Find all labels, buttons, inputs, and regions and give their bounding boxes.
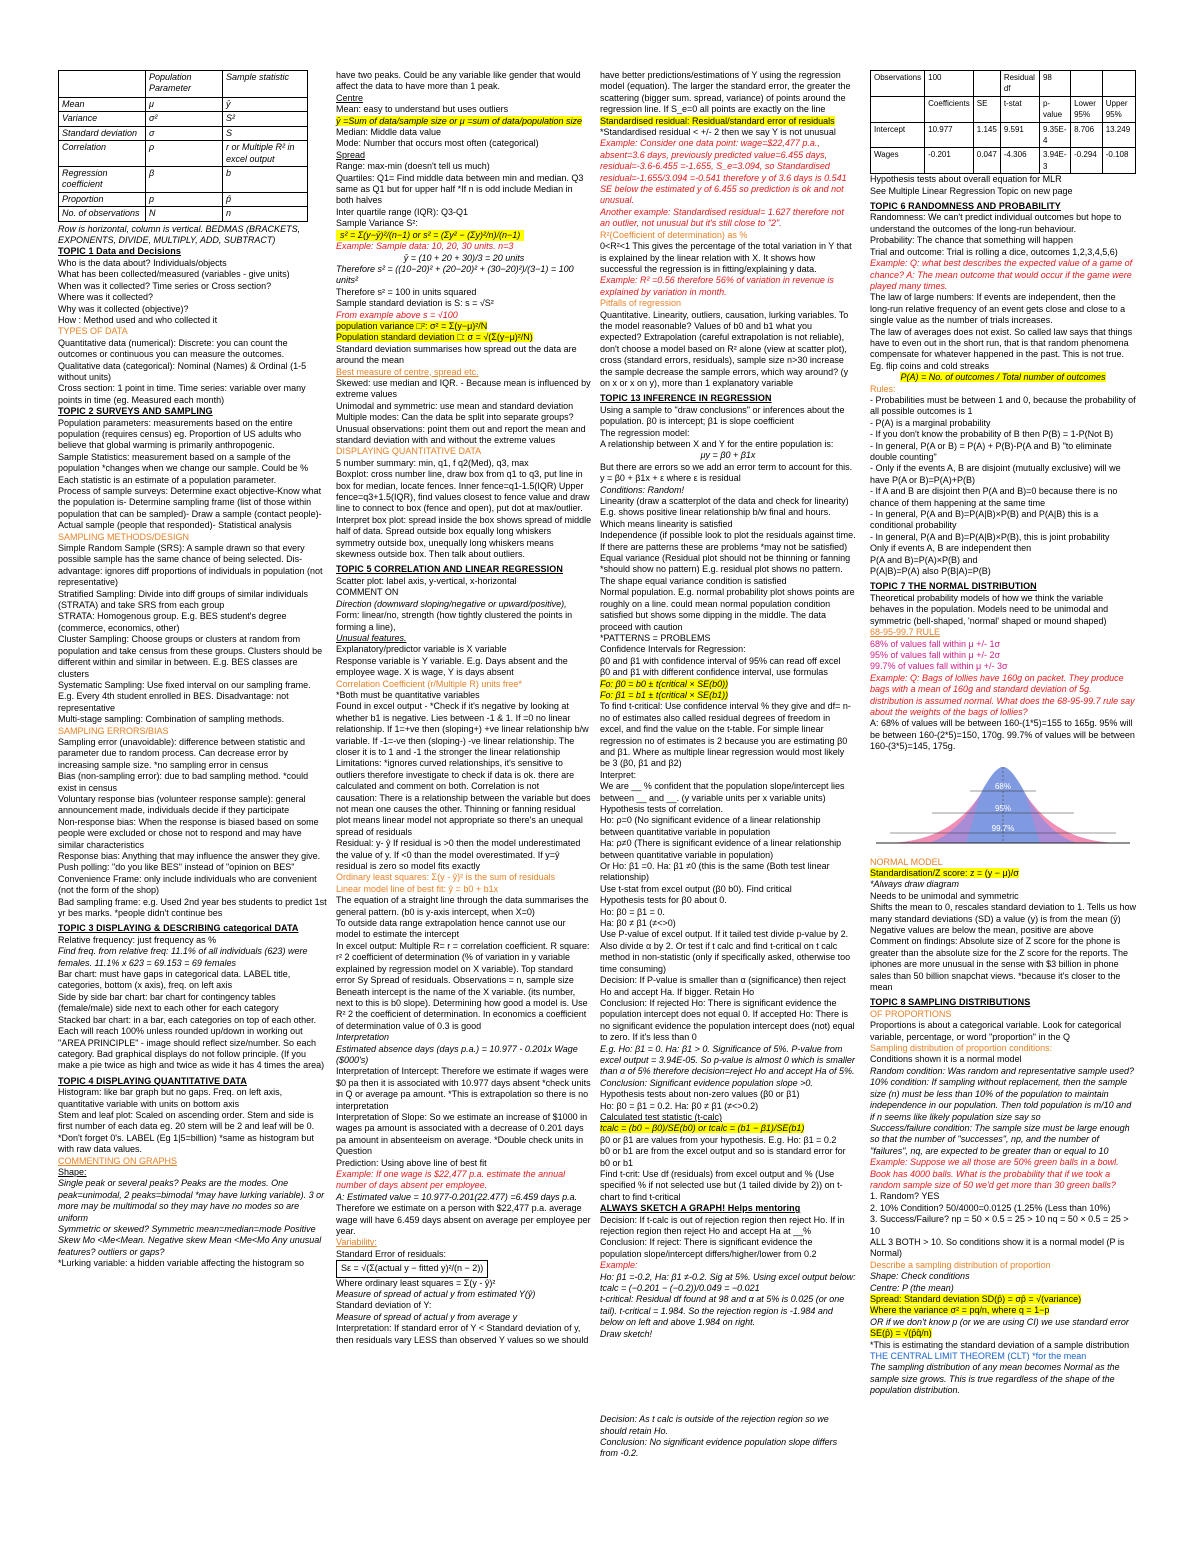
variance-formula: s² = Σ(y−ȳ)²/(n−1) or s² = (Σy² − (Σy)²/n)/(n−1) [336, 230, 524, 241]
table-row: Proportion p p̂ [59, 192, 308, 206]
example-line: Example: If one wage is $22,477 p.a. estimate the annual number of days absent per employee. [336, 1169, 566, 1191]
text-line: Conclusion: No significant evidence population slope differs from -0.2. [600, 1436, 838, 1459]
highlight-line: Standardised residual: Residual/standard error of residuals [600, 115, 835, 126]
text-line: STRATA: Homogenous group. E.g. BES student's degree (commerce, economics, other) [58, 611, 287, 633]
text-line: Ho: β0 = β1 = 0.2. Ha: β0 ≠ β1 (≠<>0.2) [600, 1100, 759, 1111]
text-line: Where ordinary least squares = Σ(y - ŷ)² [336, 1277, 496, 1288]
text-line: 0<R²<1 This gives the percentage of the total variation in Y that is explained by the linear relation with X. It shows how successful the regression is in fitting/explaining y data. [600, 241, 852, 274]
text-line: The equation of a straight line through the data summarises the general pattern. (b0 is y-axis intercept, when X=0) [336, 895, 589, 917]
text-line: Ha: ρ≠0 (There is significant evidence of a linear relationship between quantitative variable in population) [600, 838, 842, 860]
text-line: - In general, P(A and B)=P(A|B)×P(B), this is joint probability [870, 531, 1110, 542]
text-line: Interpretation of Slope: So we estimate an increase of $1000 in wages pa amount is associated with a decrease of 0.201 days pa amount in absenteeism on average. *Double check units in Question [336, 1111, 588, 1157]
text-line: - Probabilities must be between 1 and 0, because the probability of all possible outcomes is 1 [870, 394, 1136, 417]
notation-table [58, 70, 308, 222]
text-line: Sample Statistics: measurement based on a sample of the population *changes when we change our sample. Could be % Each statistic is an estimate of a population parameter. [58, 451, 309, 485]
text-line: Population parameters: measurements based on the entire population (requires census) eg. Proportion of US adults who believe that global warming is primarily anthropogenic. [58, 417, 302, 451]
section-heading: TOPIC 4 DISPLAYING QUANTITATIVE DATA [58, 1075, 247, 1086]
text-line: Decision: If t-calc is out of rejection region then reject Ho. If in rejection region then reject Ho and accept Ha at __% [600, 1214, 845, 1237]
se-formula: SE(p̂) = √(p̂q̂/n) [870, 1328, 932, 1339]
text-line: OR if we don't know p (or we are using CI) we use standard error [870, 1316, 1129, 1327]
table-row: Coefficients SE t-stat p-value Lower 95% Upper 95% [871, 96, 1136, 122]
subheading: Best measure of centre, spread etc. [336, 366, 479, 377]
text-line: Response bias: Anything that may influence the answer they give. Push polling: "do you like BES" instead of "opinion on BES" [58, 851, 321, 873]
text-line: The law of large numbers: If events are independent, then the long-run relative frequency of an event gets close and close to a single value as the number of trials increases. [870, 292, 1126, 326]
text-line: The law of averages does not exist. So called law says that things have to even out in the short run, that is that random phenomena compensate for whatever happened in the past. This is not true. Eg. flip coins and cold streaks [870, 326, 1133, 371]
text-line: Unusual observations: point them out and report the mean and standard deviation with and without the extreme values [336, 423, 586, 445]
text-line: Normal population. E.g. normal probability plot shows points are roughly on a line. could mean normal population condition satisfied but shows some dipping in the middle. The data proceed with caution [600, 587, 855, 632]
text-line: Limitations: *ignores curved relationships, it's sensitive to outliers therefore investigate to check if data is ok. there are calculated and comment on both. Correlation is not [336, 758, 575, 792]
text-line: Boxplot: cross number line, draw box from q1 to q3, put line in box for median, locate fences. Inner fence=q1-1.5(IQR) Upper fence=q3+1.5(IQR), find values closest to fence value and draw line to connect to box (fence and open), put dot at max/outlier. [336, 469, 590, 514]
col1-text [58, 224, 328, 1270]
text-line: P(A|B)=P(A) also P(B|A)=P(B) [870, 566, 991, 577]
text-line: Quantitative data (numerical): Discrete: you can count the outcomes or continuous you can measure the outcomes. [58, 337, 288, 360]
subheading: Describe a sampling distribution of proportion [870, 1259, 1051, 1270]
text-line: Needs to be unimodal and symmetric [870, 890, 1019, 901]
mean-formula: ȳ =Sum of data/sample size or μ =sum of data/population size [336, 115, 583, 126]
text-line: Find t-crit: Use df (residuals) from excel output and % (Use specified % if not selected use but (1 tailed divide by 2)) on t-chart to find t-critical [600, 1169, 843, 1202]
text-line: *Always draw diagram [870, 879, 960, 890]
text-line: Mode: Number that occurs most often (categorical) [336, 138, 539, 149]
text-line: Direction (downward sloping/negative or upward/positive), [336, 598, 567, 609]
text-line: - P(A) is a marginal probability [870, 417, 991, 428]
subheading: OF PROPORTIONS [870, 1008, 952, 1019]
text-line: Standard deviation summarises how spread out the data are around the mean [336, 343, 577, 366]
text-line: Stacked bar chart: in a bar, each categories on top of each other. Each will reach 100% unless rounded up/down in working out [58, 1014, 317, 1037]
table-row: Variance σ² S² [59, 112, 308, 126]
text-line: Form: linear/no, strength (how tightly clustered the points in forming a line), [336, 610, 573, 632]
text-line: Skewed: use median and IQR. - Because mean is influenced by extreme values [336, 377, 591, 400]
example-line: Example: Suppose we all those are 50% green balls in a bowl. Book has 4000 balls. What is the probability that if we took a random sample size of 50 we'd get more than 30 green balls? [870, 1157, 1119, 1190]
text-line: 3. Success/Failure? np = 50 × 0.5 = 25 > 10 nq = 50 × 0.5 = 25 > 10 [870, 1214, 1129, 1236]
text-line: Voluntary response bias (volunteer response sample): general announcement made, individuals decide if they participate [58, 793, 306, 816]
text-line: *PATTERNS = PROBLEMS [600, 632, 711, 643]
subheading: NORMAL MODEL [870, 856, 943, 867]
text-line: 10% condition: If sampling without replacement, then the sample size (n) must be less than 10% of the population to maintain independence in our population. Then told population is m/10 and if n seems like likely population size say so [870, 1077, 1132, 1122]
text-line: Range: max-min (doesn't tell us much) [336, 161, 490, 172]
text-line: Multi-stage sampling: Combination of sampling methods. [58, 714, 285, 725]
section-heading: TOPIC 6 RANDOMNESS AND PROBABILITY [870, 201, 1061, 212]
text-line: Success/failure condition: The sample size must be large enough so that the number of "successes", np, and the number of "failures", nq, are expected to be greater than or equal to 10 [870, 1122, 1130, 1156]
text-line: Using a sample to "draw conclusions" or inferences about the population. β0 is intercept; β1 is slope coefficient [600, 404, 845, 427]
text-line: b0 or b1 are from the excel output and so is standard error for b0 or b1 [600, 1146, 846, 1168]
text-line: *This is estimating the standard deviation of a sample distribution [870, 1339, 1130, 1350]
subheading: R²(Coefficient of determination) as % [600, 229, 748, 240]
text-line: How : Method used and who collected it [58, 314, 218, 325]
text-line: Interpretation: If standard error of Y < Standard deviation of y, then residuals vary LESS than observed Y values so we should [336, 1323, 589, 1345]
text-line: *Lurking variable: a hidden variable affecting the histogram so [58, 1258, 304, 1269]
column-4 [870, 70, 1136, 1397]
se-formula-box: Sε = √(Σ(actual y − fitted y)²/(n − 2)) [336, 1260, 488, 1277]
section-heading: TOPIC 5 CORRELATION AND LINEAR REGRESSION [336, 564, 563, 575]
subheading: Spread [336, 149, 366, 160]
pop-variance: population variance □²: σ² = Σ(y−μ)²/N [336, 320, 488, 331]
text-line: - In general, P(A and B)=P(A|B)×P(B) and P(A|B) this is a conditional probability [870, 509, 1099, 531]
text-line: causation: There is a relationship between the variable but does not mean one causes the other. Thinning or fanning residual plot means linear model not appropriate so there's an unequal spread of residuals [336, 792, 591, 837]
text-line: Found in excel output - *Check if it's negative by looking at whether b1 is negative. Lies between -1 & 1. If =0 no linear relationship. If 1=+ve then (sloping+) +ve linear relationship b/w variable. If -1=-ve then (sloping-) -ve linear relationship. The closer it is to 1 and -1 the stronger the linear relationship [336, 701, 589, 757]
bell-label-95: 95% [994, 803, 1012, 813]
section-heading: TOPIC 8 SAMPLING DISTRIBUTIONS [870, 997, 1031, 1008]
text-line: Decision: As t calc is outside of the rejection region so we should retain Ho. [600, 1414, 829, 1436]
text-line: See Multiple Linear Regression Topic on new page [870, 185, 1073, 196]
subheading: SAMPLING METHODS/DESIGN [58, 531, 190, 542]
text-line: 1. Random? YES [870, 1191, 940, 1202]
subheading: Linear model line of best fit: ŷ = b0 + b1x [336, 883, 499, 894]
text-line: Therefore s² = 100 in units squared [336, 286, 477, 297]
column-2 [336, 70, 592, 1346]
text-line: Conditions: Random! [600, 484, 685, 495]
table-row: Mean μ ȳ [59, 98, 308, 112]
ci-formula: Fo: β1 = b1 ± t(critical × SE(b1)) [600, 689, 729, 700]
text-line: Relative frequency: just frequency as % [58, 934, 217, 945]
text-line: Quantitative. Linearity, outliers, causation, lurking variables. To the model reasonable? Values of b0 and b1 what you expected? Extrapolation (careful extrapolation is not reliable), don't choose a model based on R² alone (view at scatter plot), cross (standard errors, residuals), sample size n>30 increase the sample decrease the sample errors, which way around? (y on x or x on y), more than 1 explanatory variable [600, 309, 849, 388]
text-line: Interpret: [600, 769, 637, 780]
example-line: Example: [600, 1260, 638, 1271]
text-line: Explanatory/predictor variable is X variable [336, 644, 507, 655]
text-line: Symmetric or skewed? Symmetric mean=median=mode Positive Skew Mo <Me<Mean. Negative skew Mean <Me<Mo Any unusual features? outliers or gaps? [58, 1224, 322, 1257]
section-heading: TOPIC 2 SURVEYS AND SAMPLING [58, 406, 213, 417]
text-line: Bad sampling frame: e.g. Used 2nd year bes students to predict 1st yr bes marks. *people didn't continue bes [58, 896, 327, 919]
table-row: Standard deviation σ S [59, 126, 308, 140]
subheading: Centre [336, 92, 364, 103]
text-line: The sampling distribution of any mean becomes Normal as the sample size grows. This is true regardless of the shape of the population distribution. [870, 1362, 1120, 1396]
text-line: Multiple modes: Can the data be split into separate groups? [336, 412, 574, 423]
text-line: Centre: P (the mean) [870, 1282, 954, 1293]
model-eq: μy = β0 + β1x [700, 450, 756, 461]
text-line: Use t-stat from excel output (β0 b0). Find critical [600, 883, 792, 894]
text-line: β0 and β1 with confidence interval of 95% can read off excel [600, 655, 841, 666]
text-line: Conclusion: If rejected Ho: There is significant evidence the population intercept does not equal 0. If accepted Ho: There is no significant evidence the population intercept does (not) equal to zero. If it's less than 0 [600, 997, 855, 1043]
text-line: Ha: β0 ≠ β1 (≠<>0) [600, 918, 676, 929]
subheading: DISPLAYING QUANTITATIVE DATA [336, 446, 482, 457]
text-line: Prediction: Using above line of best fit [336, 1157, 487, 1168]
text-line: Quartiles: Q1= Find middle data between min and median. Q3 same as Q1 but for upper half *If n is odd include Median in both halves [336, 172, 584, 206]
text-line: Only if events A, B are independent then [870, 543, 1032, 554]
column-3 [600, 70, 856, 1460]
text-line: t-critical: Residual df found at 98 and α at 5% is 0.025 (or one tail). t-critical = 1.984. So the rejection region is -1.984 and below on left and above 1.984 on right. [600, 1294, 845, 1328]
text-line: Interpretation [336, 1032, 390, 1043]
variance-formula: Where the variance σ² = pq/n, where q = 1−p [870, 1305, 1050, 1316]
subheading: Variability: [336, 1237, 377, 1248]
text-line: A: Estimated value = 10.977-0.201(22.477) =6.459 days p.a. [336, 1191, 578, 1202]
text-line: Find freq. from relative freq: 11.1% of all individuals (623) were females. 11.1% x 623 = 69.153 = 69 females [58, 946, 308, 968]
text-line: Unusual features. [336, 632, 407, 643]
text-line: Bias (non-sampling error): due to bad sampling method. *could exist in census [58, 771, 309, 793]
excel-output-table [870, 70, 1136, 174]
text-line: have better predictions/estimations of Y using the regression model (equation). The larger the standard error, the greater the scattering (bigger sum. spread, variance) of points around the regression line. If S_e=0 all points are exactly on the line [600, 70, 851, 115]
sketch-space [600, 1340, 856, 1414]
subheading: 68-95-99.7 RULE [870, 627, 941, 638]
text-line: Conclusion: If reject: There is significant evidence the population slope/intercept differs/higher/lower from 0.2 [600, 1237, 817, 1259]
text-line: Calculated test statistic (t-calc) [600, 1111, 723, 1122]
text-line: E.g. Ho: β1 = 0. Ha: β1 > 0. Significance of 5%. P-value from excel output = 3.94E-05. So p-value is almost 0 which is smaller than α of 5% therefore decision=reject Ho and accept Ha of 5%. Conclusion: Significant evidence population slope >0. [600, 1043, 855, 1088]
rule-line: 95% of values fall within μ +/- 2σ [870, 649, 1001, 660]
subheading: THE CENTRAL LIMIT THEOREM (CLT) *for the mean [870, 1351, 1087, 1362]
text-line: Interpret box plot: spread inside the box shows spread of middle half of data. Spread outside box equally long whiskers symmetry outside box, unequally long whiskers means skewness outside box. Then talk about outliers. [336, 514, 592, 560]
text-line: Comment on findings: Absolute size of Z score for the phone is greater than the absolute size for the Z score for the reports. The iphones are more unusual in the sense with $3 billion in phone sales than 50 billion snapchat views. *because it's closer to the mean [870, 936, 1128, 993]
bell-label-997: 99.7% [991, 823, 1015, 833]
text-line: Process of sample surveys: Determine exact objective-Know what the population is- Determine sampling frame (list of those within population that can be sampled)- Draw a sample (contact people)- Actual sample (people that responded)- Statistical analysis [58, 486, 322, 531]
text-line: 5 number summary: min, q1, f q2(Med), q3, max [336, 457, 529, 468]
example-line: Example: R² =0.56 therefore 56% of variation in revenue is explained by variation in month. [600, 275, 834, 297]
text-line: 2. 10% Condition? 50/4000=0.0125 (1.25% (Less than 10%) [870, 1202, 1111, 1213]
text-line: Single peak or several peaks? Peaks are the modes. One peak=unimodal, 2 peaks=bimodal *may have lurking variable). 3 or more may be multimodal so they may have no modes so are uniform [58, 1178, 325, 1223]
text-line: Linearity (draw a scatterplot of the data and check for linearity) E.g. shows positive linear relationship b/w final and hours. Which means linearity is satisfied [600, 496, 849, 529]
rule-line: 99.7% of values fall within μ +/- 3σ [870, 661, 1008, 672]
column-1 [58, 70, 328, 1270]
bell-label-68: 68% [994, 781, 1012, 791]
text-line: Standard deviation of Y: [336, 1300, 432, 1311]
text-line: Draw sketch! [600, 1328, 653, 1339]
subheading: Pitfalls of regression [600, 298, 682, 309]
text-line: Confidence Intervals for Regression: [600, 644, 746, 655]
text-line: Median: Middle data value [336, 127, 442, 138]
text-line: Random condition: Was random and representative sample used? [870, 1065, 1134, 1076]
text-line: Convenience Frame: only include individuals who are convenient (not the form of the shop) [58, 873, 317, 896]
text-line: β0 or β1 are values from your hypothesis. E.g. Ho: β1 = 0.2 [600, 1134, 837, 1145]
text-line: Side by side bar chart: bar chart for contingency tables (female/male) side next to each other for each category [58, 991, 279, 1014]
text-line: Shifts the mean to 0, rescales standard deviation to 1. Tells us how many standard deviations (SD) a value (y) is from the mean (ȳ) [870, 902, 1136, 924]
text-line: Inter quartile range (IQR): Q3-Q1 [336, 206, 469, 217]
text-line: Where was it collected? [58, 292, 154, 303]
text-line: Standardisation/Z score: z = (y − μ)/σ [870, 867, 1019, 878]
text-line: - If you don't know the probability of B then P(B) = 1-P(Not B) [870, 429, 1114, 440]
table-row: No. of observations N n [59, 207, 308, 221]
text-line: Hypothesis tests of correlation. [600, 804, 724, 814]
section-heading: TOPIC 7 THE NORMAL DISTRIBUTION [870, 581, 1037, 592]
text-line: Measure of spread of actual y from average y [336, 1311, 518, 1322]
text-line: - If A and B are disjoint then P(A and B)=0 because there is no chance of them happening at the same time [870, 486, 1118, 508]
text-line: Ho: ρ=0 (No significant evidence of a linear relationship between quantitative variable in population [600, 815, 821, 837]
spread-formula: Spread: Standard deviation SD(p̂) = σp̂ = √(variance) [870, 1294, 1082, 1304]
variance-calc: Therefore s² = ((10−20)² + (20−20)² + (30−20)²)/(3−1) = 100 units² [336, 263, 574, 286]
text-line: Hypothesis tests about overall equation for MLR [870, 174, 1062, 185]
text-line: β0 and β1 with different confidence interval, use formulas [600, 667, 828, 678]
table-row: Observations 100 Residual df 98 [871, 71, 1136, 97]
text-line: Systematic Sampling: Use fixed interval on our sampling frame. E.g. Every 4th student enrolled in BES. Disadvantage: not representative [58, 679, 311, 713]
text-line: Unimodal and symmetric: use mean and standard deviation [336, 400, 574, 411]
example-line: From example above s = √100 [336, 309, 458, 320]
text-line: Hypothesis tests for β0 about 0. [600, 895, 727, 906]
table-row: Correlation ρ r or Multiple R² in excel output [59, 141, 308, 167]
text-line: Who is the data about? Individuals/objects [58, 257, 227, 268]
text-line: Beneath intercept is the name of the X variable. (its number, next to this is b0 slope). Determining how good a model is. Use R² 2 the coefficient of determination. In economics a coefficient of determination value of 0.3 is good [336, 986, 588, 1031]
text-line: Ho: β1 =-0.2, Ha: β1 ≠-0.2. Sig at 5%. Using excel output below: [600, 1271, 856, 1282]
tcalc-example: tcalc = (−0.201 − (−0.2))/0.049 = −0.021 [600, 1283, 760, 1294]
text-line: Conditions shown it is a normal model [870, 1054, 1022, 1065]
text-line: Estimated absence days (days p.a.) = 10.977 - 0.201x Wage ($000's) [336, 1043, 578, 1065]
text-line: Trial and outcome: Trial is rolling a dice, outcomes 1,2,3,4,5,6) [870, 246, 1118, 257]
example-line: Example: Sample data: 10, 20, 30 units. n=3 [336, 241, 514, 252]
text-line: *Both must be quantitative variables [336, 689, 480, 700]
text-line: Bar chart: must have gaps in categorical data. LABEL title, categories, bottom (x axis), freq. on left axis [58, 969, 291, 991]
subheading: Correlation Coefficient (r/Multiple R) units free* [336, 678, 522, 689]
example-line: Example: Q: Bags of lollies have 160g on packet. They produce bags with a mean of 160g and standard deviation of 5g. distribution is assumed normal. What does the 68-95-99.7 rule say about the weights of the bags of lollies? [870, 672, 1135, 717]
text-line: Residual: y- ŷ If residual is >0 then the model underestimated the value of y. If <0 than the model overestimated. If y=ŷ residual is zero so model fits exactly [336, 838, 581, 872]
mean-calc: ȳ = (10 + 20 + 30)/3 = 20 units [403, 252, 525, 263]
pop-sd: Population standard deviation □: σ = √(Σ(y−μ)²/N) [336, 332, 533, 343]
text-line: - Only if the events A, B are disjoint (mutually exclusive) will we have P(A or B)=P(A)+P(B) [870, 463, 1121, 485]
text-line: A relationship between X and Y for the entire population is: [600, 439, 834, 449]
subheading: COMMENTING ON GRAPHS [58, 1155, 178, 1166]
text-line: Non-response bias: When the response is biased based on some people were excluded or chose not to respond and may have similar characteristics [58, 816, 319, 850]
text-line: Negative values are below the mean, positive are above [870, 925, 1094, 935]
subheading: Rules: [870, 383, 896, 394]
text-line: Cross section: 1 point in time. Time series: variable over many points in time (eg. Measured each month) [58, 383, 306, 405]
text-line: P(A and B)=P(A)×P(B) and [870, 554, 978, 565]
text-line: A: 68% of values will be between 160-(1*5)=155 to 165g. 95% will be between 160-(2*5)=150, 170g. 99.7% of values will be between 160-(3*5)=145, 175g. [870, 718, 1135, 752]
text-line: Ho: β0 = β1 = 0. [600, 906, 665, 917]
text-line: Standard Error of residuals: [336, 1248, 447, 1259]
text-line: Equal variance (Residual plot should not be thinning or fanning *should show no pattern) E.g. residual plot shows no pattern. The shape equal variance condition is satisfied [600, 553, 851, 586]
text-line: To outside data range extrapolation hence cannot use our model to estimate the intercept [336, 918, 566, 940]
text-line: Probability: The chance that something will happen [870, 235, 1073, 246]
text-line: Theoretical probability models of how we think the variable behaves in the population. Models need to be unimodal and symmetric (bell-shaped, 'normal' shaped or mound shaped) [870, 592, 1109, 626]
probability-formula: P(A) = No. of outcomes / Total number of outcomes [900, 372, 1106, 383]
ci-formula: Fo: β0 = b0 ± t(critical × SE(b0)) [600, 678, 729, 689]
text-line: Row is horizontal, column is vertical. BEDMAS (BRACKETS, EXPONENTS, DIVIDE, MULTIPLY, ADD, SUBTRACT) [58, 223, 301, 246]
text-line: COMMENT ON [336, 587, 399, 598]
example-line: Example: Q: what best describes the expected value of a game of chance? A: The mean outcome that would occur if the game were played many times. [870, 258, 1133, 291]
text-line: When was it collected? Time series or Cross section? [58, 280, 272, 291]
text-line: Shape: Check conditions [870, 1271, 970, 1282]
text-line: *Standardised residual < +/- 2 then we say Y is not unusual [600, 127, 836, 138]
text-line: Cluster Sampling: Choose groups or clusters at random from population and take census from these groups. Clusters should be different within and similar in between. E.g. BES classes are clusters [58, 634, 323, 679]
text-line: Stem and leaf plot: Scaled on ascending order. Stem and side is first number of each data eg. 20 stem will be 2 and leaf will be 0. *Don't forget 0's. LABEL (Eg 1|5=billion) *same as histogram but with raw data values. [58, 1109, 315, 1155]
text-line: Use P-value of excel output. If it tailed test divide p-value by 2. Also divide α by 2. Or test if t calc and find t-critical on t calc method in non-statistic (only if specifically asked, otherwise too time consuming) [600, 929, 851, 974]
text-line: We are __ % confident that the population slope/intercept lies between __ and __. (y variable units per x variable units) [600, 781, 845, 803]
text-line: Independence (if possible look to plot the residuals against time. If there are patterns these are problems *may not be satisfied) [600, 530, 856, 552]
sample-variance-line: Sample Variance S²: s² = Σ(y−ȳ)²/(n−1) or s² = (Σy² − (Σy)²/n)/(n−1) [336, 218, 592, 241]
section-heading: ALWAYS SKETCH A GRAPH! Helps mentoring [600, 1203, 801, 1214]
table-row: Wages -0.201 0.047 -4.306 3.94E-3 -0.294 -0.108 [871, 148, 1136, 174]
text-line: But there are errors so we add an error term to account for this. y = β0 + β1x + ε where ε is residual [600, 461, 853, 484]
text-line: have two peaks. Could be any variable like gender that would affect the data to have more than 1 peak. [336, 70, 581, 92]
table-row: Regression coefficient β b [59, 167, 308, 193]
subheading: Ordinary least squares: Σ(y - ŷ)² is the sum of residuals [336, 872, 556, 883]
section-heading: TOPIC 3 DISPLAYING & DESCRIBING categorical DATA [58, 923, 299, 934]
text-line: Sample standard deviation is S: s = √S² [336, 298, 494, 309]
bell-curve-figure [870, 755, 1136, 855]
text-line: Why was it collected (objective)? [58, 303, 189, 314]
text-line: Response variable is Y variable. E.g. Days absent and the employee wage. X is wage, Y is days absent [336, 655, 568, 678]
subheading: Sampling distribution of proportion conditions: [870, 1043, 1053, 1054]
text-line: Randomness: We can't predict individual outcomes but hope to understand the outcomes of the long-run behaviour. [870, 212, 1122, 234]
text-line: Therefore we estimate on a person with $22,477 p.a. average wage will have 6.459 days absent on average per employee per year. [336, 1203, 591, 1237]
section-heading: TOPIC 13 INFERENCE IN REGRESSION [600, 393, 772, 404]
example-line: Another example: Standardised residual= 1.627 therefore not an outlier, not unusual but it's still close to "2". [600, 206, 844, 229]
section-heading: TOPIC 1 Data and Decisions [58, 246, 181, 257]
subheading: SAMPLING ERRORS/BIAS [58, 725, 169, 736]
table-row: Intercept 10.977 1.145 9.591 9.35E-4 8.706 13.249 [871, 122, 1136, 148]
text-line: Histogram: like bar graph but no gaps. Freq. on left axis, quantitative variable with units on bottom axis [58, 1087, 283, 1109]
example-line: Example: Consider one data point: wage=$22,477 p.a., absent=3.6 days, previously predicted value=6.455 days, residual=-3.6-6.455 =-1.655, S_e=3.094, so Standardised residual=-1.655/3.094 =-0.541 therefore y of 3.6 days is 0.541 SE below the estimated y of 6.455 so prediction is ok and not unusual. [600, 138, 847, 206]
text-line: Measure of spread of actual y from estimated Y(ŷ) [336, 1289, 536, 1300]
text-line: Simple Random Sample (SRS): A sample drawn so that every possible sample has the same chance of being selected. Dis-advantage: ignores diff proportions of individuals in population (not representative) [58, 543, 323, 588]
rule-line: 68% of values fall within μ +/- 1σ [870, 638, 1001, 649]
text-line: Or Ho: β1 =0. Ha: β1 ≠0 (this is the same (Both test linear relationship) [600, 861, 830, 883]
text-line: - In general, P(A or B) = P(A) + P(B)-P(A and B) "to eliminate double counting" [870, 440, 1112, 462]
table-header-row: Population Parameter Sample statistic [59, 71, 308, 98]
text-line: To find t-critical: Use confidence interval % they give and df= n-no of estimates also called residual degrees of freedom in excel, and find the value on the t-table. For simple linear regression no of estimates is 2 because you are estimating β0 and β1. Where as multiple linear regression would most likely be 3 (β0, β1 and β2) [600, 701, 851, 769]
tcalc-formula: tcalc = (b0 − β0)/SE(b0) or tcalc = (b1 − β1)/SE(b1) [600, 1123, 805, 1134]
text-line: Qualitative data (categorical): Nominal (Names) & Ordinal (1-5 without units) [58, 360, 307, 382]
text-line: In excel output: Multiple R= r = correlation coefficient. R square: r² 2 coefficient of determination (% of variation in y variable explained by regression model on X variable). Top standard error Sy Spread of residuals. Observations = n, sample size [336, 940, 590, 986]
text-line: Mean: easy to understand but uses outliers [336, 104, 509, 115]
text-line: Decision: If P-value is smaller than α (significance) then reject Ho and accept Ha. If bigger. Retain Ho [600, 975, 846, 997]
text-line: Proportions is about a categorical variable. Look for categorical variable, percentage, or word "proportion" in the Q [870, 1020, 1122, 1042]
text-line: Scatter plot: label axis, y-vertical, x-horizontal [336, 575, 517, 586]
subheading: Shape: [58, 1166, 87, 1177]
text-line: What has been collected/measured (variables - give units) [58, 269, 290, 280]
text-line: Hypothesis tests about non-zero values (β0 or β1) [600, 1089, 800, 1100]
subheading: TYPES OF DATA [58, 326, 128, 337]
text-line: "AREA PRINCIPLE" - image should reflect size/number. So each category. Bad graphical displays do not follow principle. (If you make a pie twice as high and twice as wide it has 4 times the area) [58, 1037, 325, 1071]
text-line: ALL 3 BOTH > 10. So conditions show it is a normal model (P is Normal) [870, 1236, 1125, 1259]
text-line: The regression model: [600, 427, 690, 438]
text-line: Stratified Sampling: Divide into diff groups of similar individuals (STRATA) and take SRS from each group [58, 588, 308, 611]
text-line: Interpretation of Intercept: Therefore we estimate if wages were $0 pa then it is associated with 10.977 days absent *check units in Q or average pa amount. *This is extrapolation so there is no interpretation [336, 1066, 591, 1111]
text-line: Sampling error (unavoidable): difference between statistic and parameter due to random process. Can decrease error by increasing sample size. *no sampling error in census [58, 736, 305, 770]
